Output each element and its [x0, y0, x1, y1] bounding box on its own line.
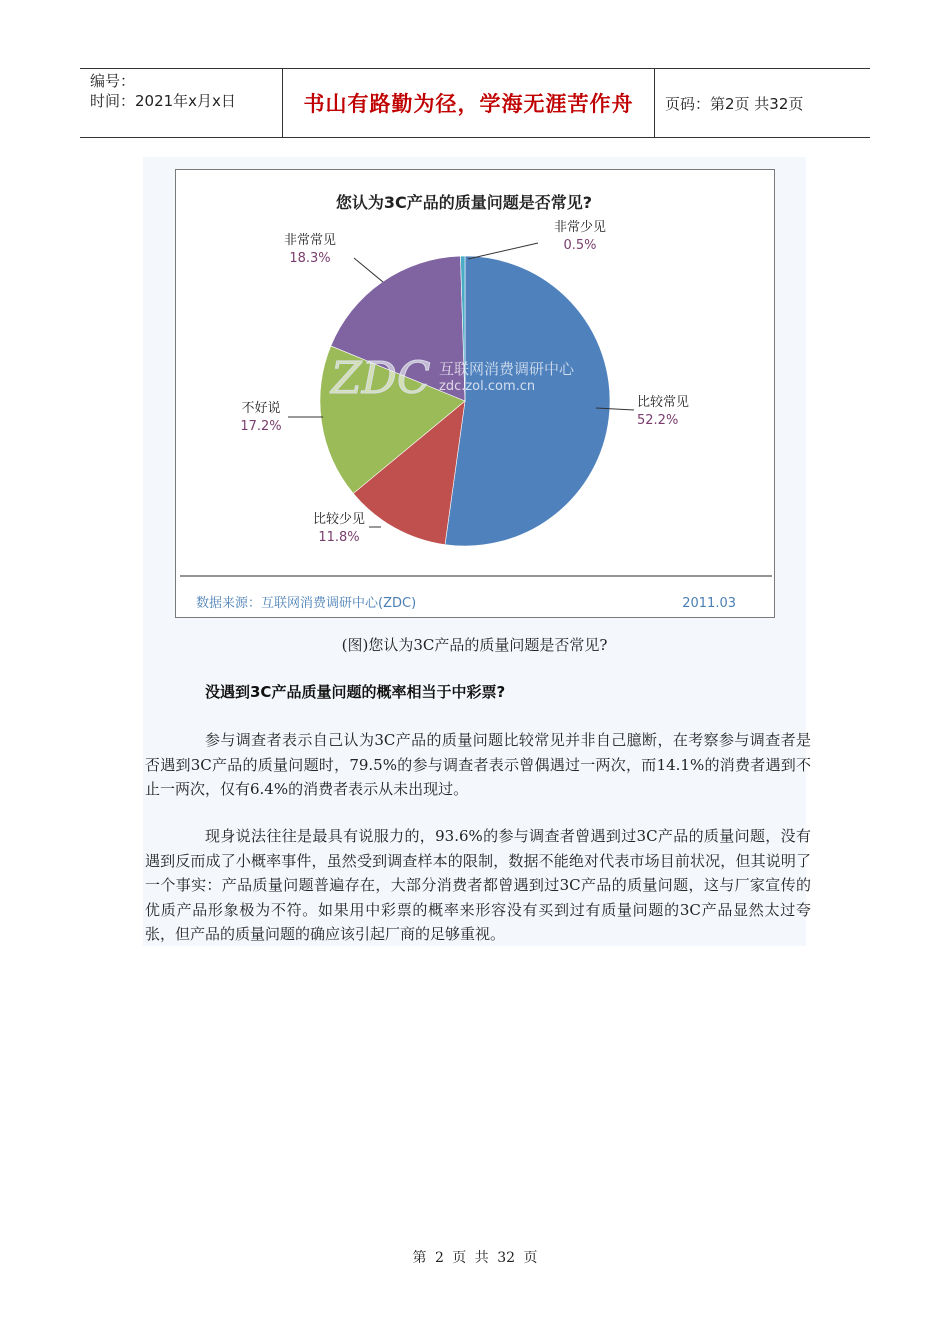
section-heading: 没遇到3C产品质量问题的概率相当于中彩票? [205, 683, 506, 701]
slice-value: 52.2% [637, 413, 679, 428]
header-meta [80, 69, 282, 137]
header-page-info: 页码：第2页 共32页 [665, 94, 804, 113]
slice-label: 非常少见 [553, 220, 607, 235]
header-motto: 书山有路勤为径，学海无涯苦作舟 [282, 69, 655, 137]
slice-label: 非常常见 [283, 233, 337, 248]
paragraph: 现身说法往往是最具有说服力的，93.6%的参与调查者曾遇到过3C产品的质量问题，没有遇到反而成了小概率事件，虽然受到调查样本的限制，数据不能绝对代表市场目前状况，但其说明了一个事实：产品质量问题普遍存在，大部分消费者都曾遇到过3C产品的质量问题，这与厂家宣传的优质产品形象极为不符。如果用中彩票的概率来形容没有买到过有质量问题的3C产品显然太过夸张，但产品的质量问题的确应该引起厂商的足够重视。 [145, 827, 811, 943]
chart-date: 2011.03 [682, 596, 736, 611]
page-footer: 第 2 页 共 32 页 [412, 1250, 538, 1266]
figure-caption: (图)您认为3C产品的质量问题是否常见? [341, 636, 608, 654]
slice-label: 比较常见 [637, 395, 690, 410]
slice-value: 17.2% [240, 419, 282, 434]
pie-chart-svg [176, 170, 776, 619]
slice-label: 不好说 [241, 401, 281, 416]
watermark-site: zdc.zol.com.cn [439, 379, 536, 394]
slice-value: 11.8% [318, 530, 360, 545]
header-number-label: 编号： [90, 72, 136, 90]
slice-label: 比较少见 [312, 512, 366, 527]
chart-source: 数据来源：互联网消费调研中心(ZDC) [196, 596, 417, 611]
watermark-brand: ZDC [331, 353, 431, 404]
pie-chart [175, 169, 775, 618]
header-time-label: 时间：2021年x月x日 [90, 92, 236, 110]
watermark-name: 互联网消费调研中心 [439, 360, 575, 378]
chart-title: 您认为3C产品的质量问题是否常见? [335, 193, 593, 212]
pie-slice [445, 256, 610, 546]
leader-line [354, 258, 383, 282]
paragraph: 参与调查者表示自己认为3C产品的质量问题比较常见并非自己臆断，在考察参与调查者是否遇到3C产品的质量问题时，79.5%的参与调查者表示曾偶遇过一两次，而14.1%的消费者遇到不止一两次，仅有6.4%的消费者表示从未出现过。 [145, 731, 811, 798]
slice-value: 18.3% [289, 251, 331, 266]
slice-value: 0.5% [563, 238, 597, 253]
page-header [80, 68, 870, 138]
leader-line [468, 243, 538, 259]
